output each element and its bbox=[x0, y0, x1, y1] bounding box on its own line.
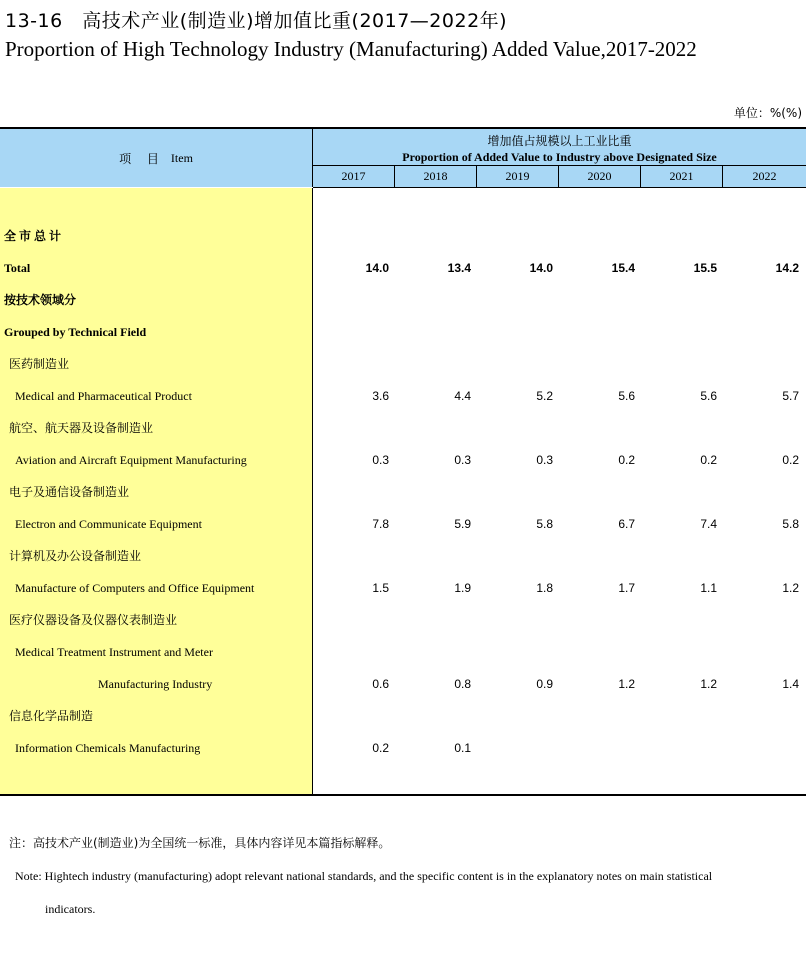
table-row-instrument bbox=[0, 674, 806, 694]
cell-value: 3.6 bbox=[372, 389, 389, 403]
cell-value: 6.7 bbox=[618, 517, 635, 531]
table-row-medical bbox=[0, 386, 806, 406]
table-row-electron-cn bbox=[0, 482, 806, 502]
cell-value: 4.4 bbox=[454, 389, 471, 403]
row-label-en: Medical and Pharmaceutical Product bbox=[15, 389, 192, 403]
year-header-2022: 2022 bbox=[752, 169, 777, 183]
cell-value: 13.4 bbox=[447, 261, 471, 275]
cell-value: 1.8 bbox=[536, 581, 553, 595]
cell-value: 1.9 bbox=[454, 581, 471, 595]
row-label-cn: 按技术领域分 bbox=[4, 293, 77, 307]
table-row-computer bbox=[0, 578, 806, 598]
table-row-computer-cn bbox=[0, 546, 806, 566]
table-row-total-cn bbox=[0, 226, 806, 246]
group-header-cn: 增加值占规模以上工业比重 bbox=[487, 134, 632, 148]
year-header-2021: 2021 bbox=[641, 166, 723, 187]
cell-value: 1.2 bbox=[618, 677, 635, 691]
cell-value: 0.6 bbox=[372, 677, 389, 691]
row-label-en: Total bbox=[4, 261, 31, 275]
cell-value: 5.6 bbox=[618, 389, 635, 403]
cell-value: 15.5 bbox=[693, 261, 717, 275]
cell-value: 1.2 bbox=[700, 677, 717, 691]
cell-value: 5.6 bbox=[700, 389, 717, 403]
cell-value: 1.1 bbox=[700, 581, 717, 595]
cell-value: 0.9 bbox=[536, 677, 553, 691]
table-row-group-cn bbox=[0, 290, 806, 310]
item-header-en: Item bbox=[170, 150, 193, 165]
item-column-header bbox=[0, 129, 313, 187]
cell-value: 5.7 bbox=[782, 389, 799, 403]
footnote-en: Note: Hightech industry (manufacturing) adopt relevant national standards, and the specific content is in the explanatory notes on main statistical bbox=[15, 869, 713, 883]
row-label-en: Aviation and Aircraft Equipment Manufacturing bbox=[15, 453, 247, 467]
page-title-cn: 13-16 高技术产业(制造业)增加值比重(2017—2022年) bbox=[5, 10, 508, 32]
cell-value: 0.3 bbox=[372, 453, 389, 467]
cell-value: 5.9 bbox=[454, 517, 471, 531]
cell-value: 0.1 bbox=[454, 741, 471, 755]
row-label-cn: 信息化学品制造 bbox=[9, 709, 94, 723]
year-header-2018: 2018 bbox=[395, 166, 477, 187]
cell-value: 1.2 bbox=[782, 581, 799, 595]
year-header-row bbox=[313, 166, 806, 188]
cell-value: 1.5 bbox=[372, 581, 389, 595]
group-header-en: Proportion of Added Value to Industry above Designated Size bbox=[402, 150, 717, 164]
row-label-cn: 医药制造业 bbox=[9, 357, 70, 371]
cell-value: 0.2 bbox=[618, 453, 635, 467]
cell-value: 7.4 bbox=[700, 517, 717, 531]
row-label-en: Electron and Communicate Equipment bbox=[15, 517, 202, 531]
cell-value: 1.4 bbox=[782, 677, 799, 691]
cell-value: 15.4 bbox=[611, 261, 635, 275]
footnote-en-continued: indicators. bbox=[45, 902, 96, 916]
table-row-instrument-en bbox=[0, 642, 806, 662]
cell-value: 0.8 bbox=[454, 677, 471, 691]
value-group-header bbox=[313, 129, 806, 166]
data-table bbox=[0, 127, 806, 797]
cell-value: 14.2 bbox=[775, 261, 799, 275]
cell-value: 0.3 bbox=[536, 453, 553, 467]
cell-value: 5.2 bbox=[536, 389, 553, 403]
cell-value: 7.8 bbox=[372, 517, 389, 531]
table-bottom-rule bbox=[0, 794, 806, 796]
unit-label: 单位：%(%) bbox=[733, 106, 802, 120]
item-header-cn: 项 目 bbox=[119, 151, 165, 166]
table-row-aviation-cn bbox=[0, 418, 806, 438]
cell-value: 14.0 bbox=[529, 261, 553, 275]
table-row-chemical bbox=[0, 738, 806, 758]
year-header-2020: 2020 bbox=[559, 166, 641, 187]
table-row-chemical-cn bbox=[0, 706, 806, 726]
cell-value: 5.8 bbox=[782, 517, 799, 531]
row-label-cn: 电子及通信设备制造业 bbox=[9, 485, 130, 499]
cell-value: 5.8 bbox=[536, 517, 553, 531]
page-title-en: Proportion of High Technology Industry (Manufacturing) Added Value,2017-2022 bbox=[5, 37, 697, 61]
row-label-cn: 全市总计 bbox=[4, 229, 65, 243]
table-row-instrument-cn bbox=[0, 610, 806, 630]
table-row-group-en bbox=[0, 322, 806, 342]
footnote-cn: 注：高技术产业(制造业)为全国统一标准，具体内容详见本篇指标解释。 bbox=[9, 836, 391, 850]
cell-value: 0.2 bbox=[372, 741, 389, 755]
table-row-total bbox=[0, 258, 806, 278]
row-label-en: Grouped by Technical Field bbox=[4, 325, 147, 339]
row-label-cn: 计算机及办公设备制造业 bbox=[9, 549, 142, 563]
cell-value: 0.2 bbox=[782, 453, 799, 467]
row-label-cn: 航空、航天器及设备制造业 bbox=[9, 421, 154, 435]
table-row-medical-cn bbox=[0, 354, 806, 374]
cell-value: 1.7 bbox=[618, 581, 635, 595]
table-row-electron bbox=[0, 514, 806, 534]
cell-value: 14.0 bbox=[365, 261, 389, 275]
cell-value: 0.3 bbox=[454, 453, 471, 467]
row-label-cn: 医疗仪器设备及仪器仪表制造业 bbox=[9, 613, 178, 627]
table-row-aviation bbox=[0, 450, 806, 470]
row-label-en: Medical Treatment Instrument and Meter bbox=[15, 645, 213, 659]
row-label-en-continued: Manufacturing Industry bbox=[98, 677, 213, 691]
year-header-2017: 2017 bbox=[313, 166, 395, 187]
cell-value: 0.2 bbox=[700, 453, 717, 467]
year-header-2019: 2019 bbox=[477, 166, 559, 187]
row-label-en: Manufacture of Computers and Office Equipment bbox=[15, 581, 255, 595]
row-label-en: Information Chemicals Manufacturing bbox=[15, 741, 201, 755]
